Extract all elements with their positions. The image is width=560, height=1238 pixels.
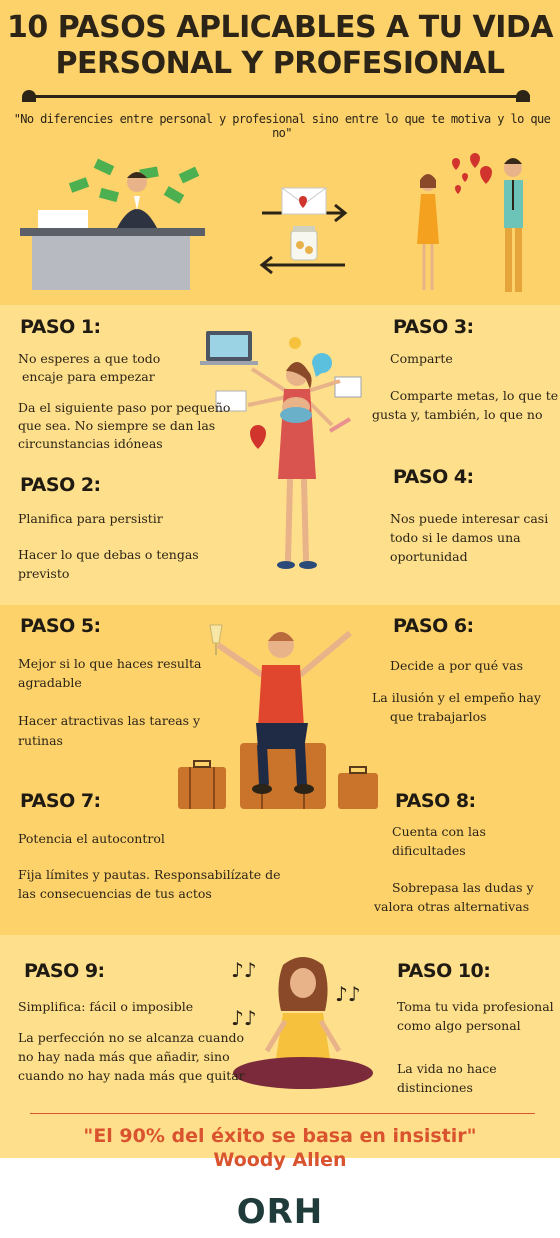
step-2-line-2: Hacer lo que debas o tengas <box>18 547 199 562</box>
step-7-title: PASO 7: <box>20 790 101 812</box>
hearts-icon <box>452 153 492 194</box>
quote-divider <box>30 1113 535 1114</box>
chat-bubble-icon <box>312 353 332 377</box>
step-10-line-1: Toma tu vida profesional <box>397 999 554 1014</box>
title-underline <box>30 95 530 98</box>
step-5-line-3: Hacer atractivas las tareas y <box>18 713 201 728</box>
woman-icon <box>417 174 439 290</box>
step-1-line-1: No esperes a que todo <box>18 351 161 366</box>
suitcase-left-icon <box>178 761 226 809</box>
title-underline-dot-right <box>516 90 530 102</box>
suitcase-right-icon <box>338 767 378 809</box>
step-8-title: PASO 8: <box>395 790 476 812</box>
step-6-line-1: Decide a por qué vas <box>390 658 524 673</box>
step-9-line-4: cuando no hay nada más que quitar <box>18 1068 245 1083</box>
step-3-title: PASO 3: <box>393 316 474 338</box>
step-1-line-4: que sea. No siempre se dan las <box>18 418 216 433</box>
meditating-woman-illustration <box>225 955 380 1095</box>
orh-logo-text: ORH <box>236 1192 324 1232</box>
step-5-line-4: rutinas <box>18 733 63 748</box>
page-title-line-2: PERSONAL Y PROFESIONAL <box>55 46 505 81</box>
step-6-line-3: que trabajarlos <box>390 709 487 724</box>
step-5-title: PASO 5: <box>20 615 101 637</box>
orh-logo <box>0 1192 560 1232</box>
step-8-line-4: valora otras alternativas <box>374 899 530 914</box>
step-5-line-1: Mejor si lo que haces resulta <box>18 656 202 671</box>
step-10-line-4: distinciones <box>397 1080 473 1095</box>
title-underline-dot-left <box>22 90 36 102</box>
step-9-line-2: La perfección no se alcanza cuando <box>18 1030 245 1045</box>
page-title <box>0 10 560 82</box>
page-title-line-1: 10 PASOS APLICABLES A TU VIDA <box>7 10 553 45</box>
step-5-line-2: agradable <box>18 675 82 690</box>
step-4-line-3: oportunidad <box>390 549 468 564</box>
heart-icon <box>250 425 266 449</box>
step-4-line-1: Nos puede interesar casi <box>390 511 549 526</box>
woman-holding-baby-icon <box>248 362 340 569</box>
subtitle-quote: "No diferencies entre personal y profesional sino entre lo que te motiva y lo que no" <box>13 112 551 140</box>
step-2-line-1: Planifica para persistir <box>18 511 163 526</box>
step-7-line-1: Potencia el autocontrol <box>18 831 165 846</box>
svg-text:♪♪: ♪♪ <box>231 958 257 982</box>
step-6-title: PASO 6: <box>393 615 474 637</box>
svg-text:♪♪: ♪♪ <box>231 1006 257 1030</box>
step-3-line-2: Comparte metas, lo que te <box>390 388 559 403</box>
step-7-line-2: Fija límites y pautas. Responsabilízate de <box>18 867 281 882</box>
closing-quote-author: Woody Allen <box>213 1149 347 1171</box>
step-10-line-3: La vida no hace <box>397 1061 497 1076</box>
step-10-title: PASO 10: <box>397 960 491 982</box>
step-3-line-3: gusta y, también, lo que no <box>372 407 543 422</box>
step-9-line-3: no hay nada más que añadir, sino <box>18 1049 230 1064</box>
multitasking-woman-illustration <box>200 325 370 575</box>
step-6-line-2: La ilusión y el empeño hay <box>372 690 541 705</box>
desk-icon <box>20 228 205 236</box>
step-9-title: PASO 9: <box>24 960 105 982</box>
step-8-line-2: dificultades <box>392 843 466 858</box>
step-1-title: PASO 1: <box>20 316 101 338</box>
celebrating-man-illustration <box>170 615 390 815</box>
step-8-line-1: Cuenta con las <box>392 824 486 839</box>
step-4-line-2: todo si le damos una <box>390 530 521 545</box>
header-illustration <box>0 150 560 300</box>
lightbulb-icon <box>289 337 301 349</box>
closing-quote-text: "El 90% del éxito se basa en insistir" <box>83 1125 477 1147</box>
svg-text:♪♪: ♪♪ <box>335 982 361 1006</box>
step-10-line-2: como algo personal <box>397 1018 521 1033</box>
step-9-line-1: Simplifica: fácil o imposible <box>18 999 194 1014</box>
step-2-line-3: previsto <box>18 566 70 581</box>
step-2-title: PASO 2: <box>20 474 101 496</box>
step-1-line-5: circunstancias idóneas <box>18 436 163 451</box>
step-3-line-1: Comparte <box>390 351 453 366</box>
closing-quote <box>0 1124 560 1172</box>
step-8-line-3: Sobrepasa las dudas y <box>392 880 534 895</box>
step-4-title: PASO 4: <box>393 466 474 488</box>
suitcase-center-icon <box>240 743 326 809</box>
step-7-line-3: las consecuencias de tus actos <box>18 886 212 901</box>
businessman-icon <box>117 172 157 228</box>
jar-icon <box>291 226 317 260</box>
man-icon <box>504 158 523 292</box>
champagne-glass-icon <box>210 625 222 655</box>
envelope-icon <box>282 188 326 214</box>
step-1-line-2: encaje para empezar <box>22 369 155 384</box>
step-1-line-3: Da el siguiente paso por pequeño <box>18 400 231 415</box>
